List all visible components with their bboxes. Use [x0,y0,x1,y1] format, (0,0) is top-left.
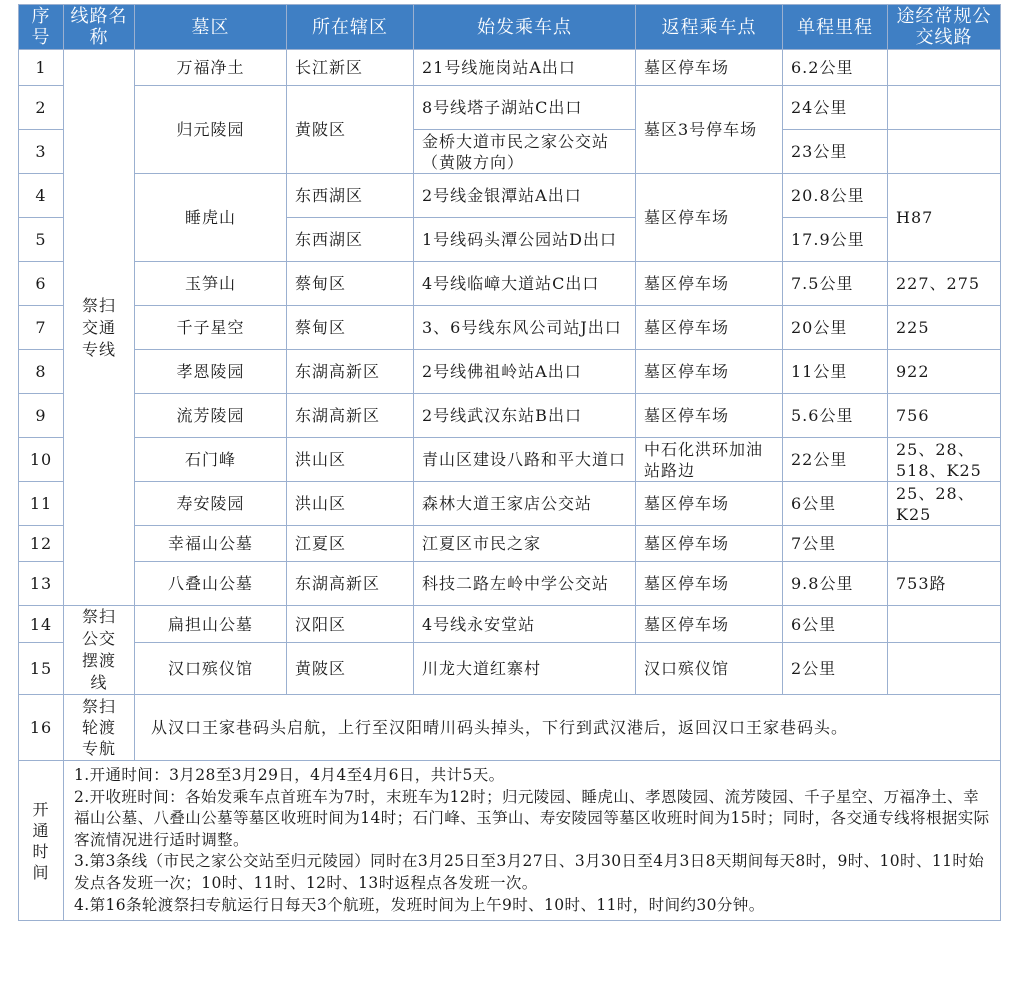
table-row [19,174,1001,218]
cell-start: 4号线临嶂大道站C出口 [414,262,636,306]
table-row [19,50,1001,86]
cell-bus [888,526,1001,562]
cell-return: 墓区停车场 [636,50,783,86]
cell-cemetery: 孝恩陵园 [135,350,287,394]
cell-seq: 10 [19,438,64,482]
note-item: 2.开收班时间：各始发乘车点首班车为7时，末班车为12时；归元陵园、睡虎山、孝恩陵园、流芳陵园、千子星空、万福净土、幸福山公墓、八叠山公墓等墓区收班时间为14时；石门峰、玉笋山、寿安陵园等墓区收班时间为15时；同时，各交通专线将根据实际客流情况进行适时调整。 [74,787,990,849]
cell-district: 江夏区 [287,526,414,562]
table-row [19,526,1001,562]
cell-district: 东湖高新区 [287,562,414,606]
cell-cemetery: 归元陵园 [135,86,287,174]
notes-row [19,761,1001,921]
cell-district: 蔡甸区 [287,262,414,306]
table-row [19,394,1001,438]
cell-distance: 7公里 [783,526,888,562]
header-start: 始发乘车点 [414,5,636,50]
cell-cemetery: 幸福山公墓 [135,526,287,562]
cell-district: 东西湖区 [287,174,414,218]
cell-start: 2号线武汉东站B出口 [414,394,636,438]
cell-start: 1号线码头潭公园站D出口 [414,218,636,262]
table-row [19,695,1001,761]
cell-district: 黄陂区 [287,643,414,695]
cell-seq: 9 [19,394,64,438]
cell-start: 3、6号线东风公司站J出口 [414,306,636,350]
cell-cemetery: 睡虎山 [135,174,287,262]
cell-bus: 225 [888,306,1001,350]
cell-seq: 15 [19,643,64,695]
cell-district: 长江新区 [287,50,414,86]
table-row [19,482,1001,526]
cell-return: 墓区停车场 [636,562,783,606]
cell-return: 墓区停车场 [636,350,783,394]
cell-seq: 5 [19,218,64,262]
cell-seq: 13 [19,562,64,606]
cell-start: 21号线施岗站A出口 [414,50,636,86]
header-bus: 途经常规公交线路 [888,5,1001,50]
ferry-route: 从汉口王家巷码头启航，上行至汉阳晴川码头掉头，下行到武汉港后，返回汉口王家巷码头。 [135,695,1001,761]
cell-district: 蔡甸区 [287,306,414,350]
cell-cemetery: 汉口殡仪馆 [135,643,287,695]
cell-bus [888,86,1001,130]
cell-return: 中石化洪环加油站路边 [636,438,783,482]
header-row [19,5,1001,50]
table-row [19,86,1001,130]
cell-distance: 5.6公里 [783,394,888,438]
cell-bus: H87 [888,174,1001,262]
cell-cemetery: 流芳陵园 [135,394,287,438]
cell-distance: 17.9公里 [783,218,888,262]
cell-district: 洪山区 [287,438,414,482]
cell-return: 墓区停车场 [636,306,783,350]
cell-cemetery: 八叠山公墓 [135,562,287,606]
table-row [19,643,1001,695]
cell-seq: 1 [19,50,64,86]
schedule-table [18,4,1001,921]
cell-distance: 2公里 [783,643,888,695]
cell-bus [888,643,1001,695]
cell-district: 东湖高新区 [287,350,414,394]
cell-bus: 227、275 [888,262,1001,306]
cell-distance: 22公里 [783,438,888,482]
cell-cemetery: 玉笋山 [135,262,287,306]
note-item: 1.开通时间：3月28至3月29日，4月4至4月6日，共计5天。 [74,766,505,784]
table-row [19,306,1001,350]
cell-start: 2号线佛祖岭站A出口 [414,350,636,394]
header-line: 线路名称 [64,5,135,50]
header-district: 所在辖区 [287,5,414,50]
notes-label: 开通时间 [19,761,64,921]
header-cemetery: 墓区 [135,5,287,50]
cell-return: 墓区停车场 [636,394,783,438]
group-label-special: 祭扫交通专线 [64,50,135,606]
cell-return: 墓区停车场 [636,174,783,262]
cell-start: 森林大道王家店公交站 [414,482,636,526]
cell-cemetery: 寿安陵园 [135,482,287,526]
cell-return: 墓区停车场 [636,526,783,562]
cell-bus: 922 [888,350,1001,394]
cell-return: 墓区停车场 [636,482,783,526]
cell-cemetery: 石门峰 [135,438,287,482]
cell-start: 江夏区市民之家 [414,526,636,562]
cell-seq: 8 [19,350,64,394]
cell-distance: 7.5公里 [783,262,888,306]
group-label-shuttle: 祭扫公交摆渡线 [64,606,135,695]
cell-seq: 2 [19,86,64,130]
cell-distance: 24公里 [783,86,888,130]
cell-start: 2号线金银潭站A出口 [414,174,636,218]
cell-cemetery: 千子星空 [135,306,287,350]
header-distance: 单程里程 [783,5,888,50]
header-seq: 序号 [19,5,64,50]
cell-return: 汉口殡仪馆 [636,643,783,695]
cell-distance: 20公里 [783,306,888,350]
cell-seq: 12 [19,526,64,562]
cell-start: 川龙大道红寨村 [414,643,636,695]
cell-bus: 25、28、K25 [888,482,1001,526]
cell-district: 东湖高新区 [287,394,414,438]
table-row [19,438,1001,482]
cell-district: 黄陂区 [287,86,414,174]
cell-seq: 16 [19,695,64,761]
cell-seq: 3 [19,130,64,174]
cell-distance: 6公里 [783,606,888,643]
note-item: 3.第3条线（市民之家公交站至归元陵园）同时在3月25日至3月27日、3月30日至4月3日8天期间每天8时，9时、10时、11时始发点各发班一次；10时、11时、12时、13时返程点各发班一次。 [74,852,985,892]
cell-bus: 753路 [888,562,1001,606]
table-row [19,350,1001,394]
cell-seq: 4 [19,174,64,218]
cell-bus: 25、28、518、K25 [888,438,1001,482]
cell-seq: 7 [19,306,64,350]
cell-district: 汉阳区 [287,606,414,643]
cell-distance: 9.8公里 [783,562,888,606]
cell-distance: 20.8公里 [783,174,888,218]
table-row [19,562,1001,606]
cell-distance: 23公里 [783,130,888,174]
cell-district: 东西湖区 [287,218,414,262]
cell-bus: 756 [888,394,1001,438]
notes-content [64,761,1001,921]
group-label-ferry: 祭扫轮渡专航 [64,695,135,761]
cell-return: 墓区停车场 [636,262,783,306]
cell-return: 墓区停车场 [636,606,783,643]
cell-start: 青山区建设八路和平大道口 [414,438,636,482]
cell-start: 金桥大道市民之家公交站（黄陂方向） [414,130,636,174]
cell-bus [888,130,1001,174]
cell-start: 8号线塔子湖站C出口 [414,86,636,130]
cell-distance: 6.2公里 [783,50,888,86]
cell-bus [888,50,1001,86]
cell-bus [888,606,1001,643]
cell-start: 科技二路左岭中学公交站 [414,562,636,606]
cell-start: 4号线永安堂站 [414,606,636,643]
cell-seq: 14 [19,606,64,643]
cell-cemetery: 扁担山公墓 [135,606,287,643]
table-row [19,262,1001,306]
cell-distance: 11公里 [783,350,888,394]
cell-district: 洪山区 [287,482,414,526]
cell-return: 墓区3号停车场 [636,86,783,174]
cell-seq: 6 [19,262,64,306]
schedule-table-wrapper [18,4,1000,921]
note-item: 4.第16条轮渡祭扫专航运行日每天3个航班，发班时间为上午9时、10时、11时，时间约30分钟。 [74,895,765,914]
cell-distance: 6公里 [783,482,888,526]
cell-seq: 11 [19,482,64,526]
cell-cemetery: 万福净土 [135,50,287,86]
table-row [19,606,1001,643]
header-return: 返程乘车点 [636,5,783,50]
